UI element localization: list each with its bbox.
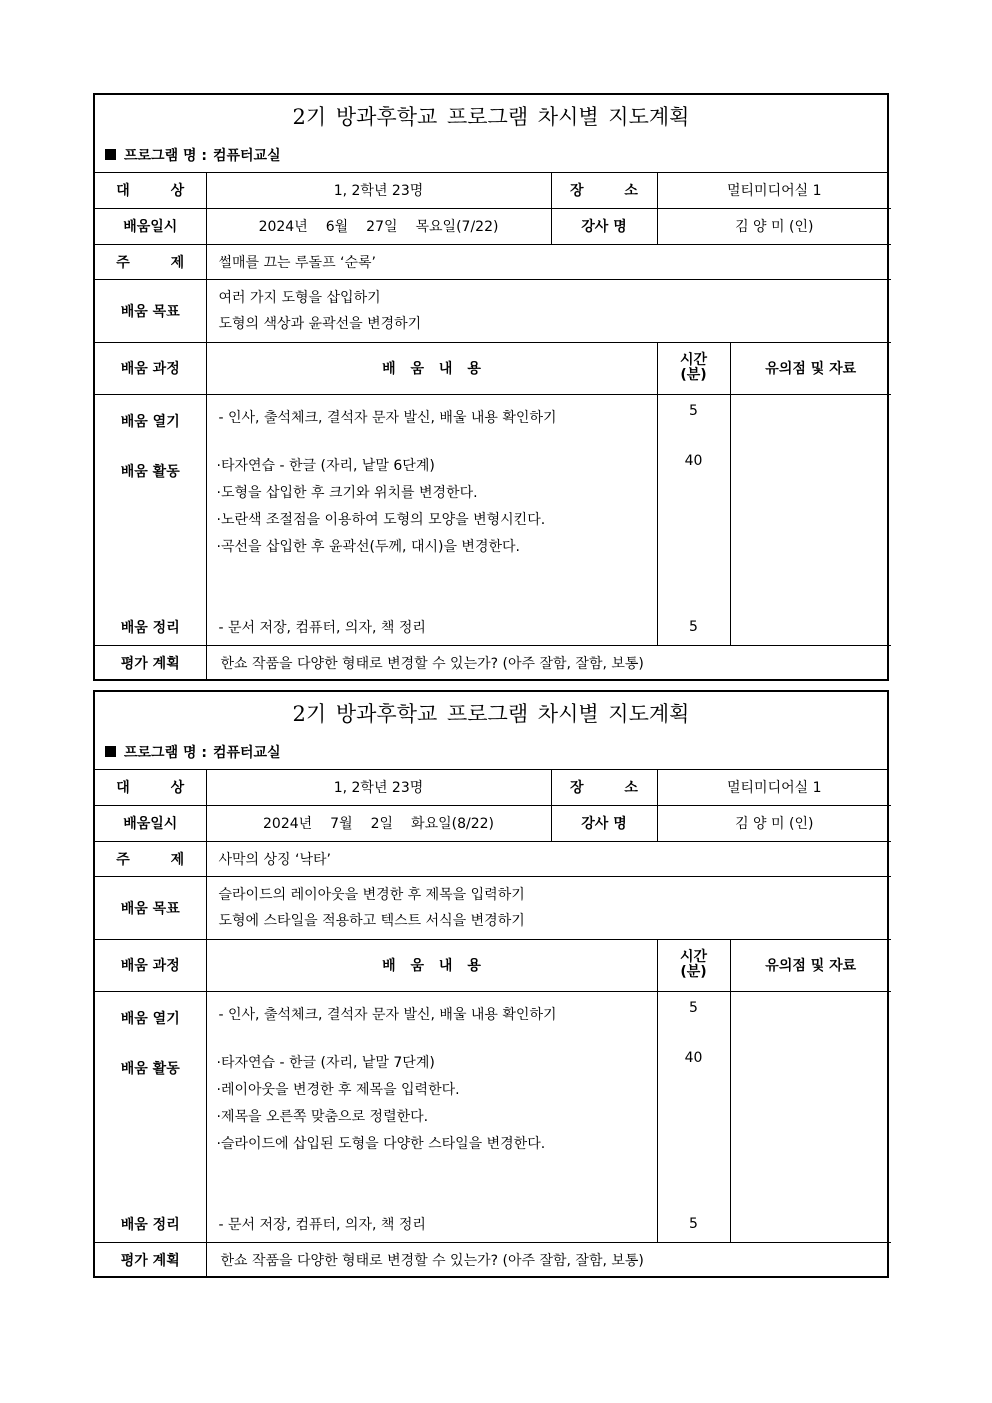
goal-item: 여러 가지 도형을 삽입하기 bbox=[218, 289, 381, 306]
notes-label: 유의점 및 자료 bbox=[730, 939, 891, 991]
plan-table bbox=[95, 173, 891, 681]
program-label: 프로그램 명 : bbox=[124, 147, 207, 164]
date-label: 배움일시 bbox=[95, 805, 206, 841]
phase-column bbox=[95, 394, 206, 645]
activity-item: ·슬라이드에 삽입된 도형을 다양한 스타일을 변경한다. bbox=[216, 1135, 546, 1152]
content-label: 배 움 내 용 bbox=[206, 342, 657, 394]
program-line bbox=[95, 137, 887, 173]
target-label: 대 상 bbox=[95, 173, 206, 208]
place-value: 멀티미디어실 1 bbox=[657, 770, 891, 805]
process-label: 배움 과정 bbox=[95, 342, 206, 394]
activity-item: ·타자연습 - 한글 (자리, 낱말 6단계) bbox=[216, 457, 435, 474]
square-bullet-icon bbox=[105, 149, 116, 160]
content-column bbox=[206, 991, 657, 1242]
activity-time: 40 bbox=[684, 452, 703, 469]
activity-item: ·레이아웃을 변경한 후 제목을 입력한다. bbox=[216, 1081, 460, 1098]
goal-item: 도형의 색상과 윤곽선을 변경하기 bbox=[218, 315, 422, 332]
activity-time: 40 bbox=[684, 1049, 703, 1066]
open-text: - 인사, 출석체크, 결석자 문자 발신, 배울 내용 확인하기 bbox=[218, 409, 557, 426]
target-value: 1, 2학년 23명 bbox=[206, 173, 551, 208]
plan-title: 2기 방과후학교 프로그램 차시별 지도계획 bbox=[292, 702, 690, 726]
lesson-plan-2 bbox=[93, 690, 889, 1278]
activity-list bbox=[207, 1050, 657, 1158]
plan-title: 2기 방과후학교 프로그램 차시별 지도계획 bbox=[292, 105, 690, 129]
target-value: 1, 2학년 23명 bbox=[206, 770, 551, 805]
date-year: 2024년 bbox=[258, 219, 308, 235]
square-bullet-icon bbox=[105, 746, 116, 757]
eval-text: 한쇼 작품을 다양한 형태로 변경할 수 있는가? (아주 잘함, 잘함, 보통) bbox=[206, 1242, 891, 1278]
content-label: 배 움 내 용 bbox=[206, 939, 657, 991]
activity-label: 배움 활동 bbox=[120, 463, 180, 480]
date-label: 배움일시 bbox=[95, 208, 206, 244]
eval-label: 평가 계획 bbox=[95, 645, 206, 681]
close-label: 배움 정리 bbox=[120, 619, 180, 636]
activity-item: ·제목을 오른쪽 맞춤으로 정렬한다. bbox=[216, 1108, 429, 1125]
time-unit-label: (분) bbox=[680, 367, 707, 383]
target-label: 대 상 bbox=[95, 770, 206, 805]
teacher-value: 김 양 미 (인) bbox=[657, 805, 891, 841]
eval-text: 한쇼 작품을 다양한 형태로 변경할 수 있는가? (아주 잘함, 잘함, 보통) bbox=[206, 645, 891, 681]
date-year: 2024년 bbox=[263, 816, 313, 832]
place-value: 멀티미디어실 1 bbox=[657, 173, 891, 208]
date-month: 7월 bbox=[330, 816, 353, 832]
date-month: 6월 bbox=[325, 219, 349, 235]
place-label: 장 소 bbox=[551, 770, 657, 805]
close-text: - 문서 저장, 컴퓨터, 의자, 책 정리 bbox=[218, 619, 426, 636]
teacher-value: 김 양 미 (인) bbox=[657, 208, 891, 244]
open-label: 배움 열기 bbox=[120, 1010, 180, 1027]
place-label: 장 소 bbox=[551, 173, 657, 208]
teacher-label: 강사 명 bbox=[551, 805, 657, 841]
activity-item: ·노란색 조절점을 이용하여 도형의 모양을 변형시킨다. bbox=[216, 511, 546, 528]
date-day: 2일 bbox=[370, 816, 394, 832]
time-label: 시간 bbox=[679, 949, 708, 965]
time-unit-label: (분) bbox=[680, 964, 707, 980]
topic-label: 주 제 bbox=[95, 244, 206, 279]
notes-column bbox=[730, 394, 891, 645]
time-header bbox=[657, 342, 730, 394]
topic-value: 사막의 상징 ‘낙타’ bbox=[206, 841, 891, 876]
date-day: 27일 bbox=[366, 219, 398, 235]
activity-item: ·타자연습 - 한글 (자리, 낱말 7단계) bbox=[216, 1054, 435, 1071]
goal-label: 배움 목표 bbox=[95, 279, 206, 342]
time-column bbox=[657, 991, 730, 1242]
topic-value: 썰매를 끄는 루돌프 ‘순록’ bbox=[206, 244, 891, 279]
program-name: 컴퓨터교실 bbox=[212, 147, 281, 164]
process-label: 배움 과정 bbox=[95, 939, 206, 991]
program-line bbox=[95, 734, 887, 770]
program-label: 프로그램 명 : bbox=[124, 744, 207, 761]
open-time: 5 bbox=[689, 999, 698, 1016]
date-weekday: 목요일(7/22) bbox=[415, 219, 499, 235]
open-text: - 인사, 출석체크, 결석자 문자 발신, 배울 내용 확인하기 bbox=[218, 1006, 557, 1023]
topic-label: 주 제 bbox=[95, 841, 206, 876]
notes-label: 유의점 및 자료 bbox=[730, 342, 891, 394]
goal-list bbox=[206, 279, 891, 342]
close-time: 5 bbox=[689, 1215, 698, 1232]
open-label: 배움 열기 bbox=[120, 413, 180, 430]
time-header bbox=[657, 939, 730, 991]
goal-list bbox=[206, 876, 891, 939]
goal-label: 배움 목표 bbox=[95, 876, 206, 939]
content-column bbox=[206, 394, 657, 645]
close-time: 5 bbox=[689, 618, 698, 635]
phase-column bbox=[95, 991, 206, 1242]
teacher-label: 강사 명 bbox=[551, 208, 657, 244]
time-label: 시간 bbox=[679, 352, 708, 368]
notes-column bbox=[730, 991, 891, 1242]
plan-table bbox=[95, 770, 891, 1278]
activity-item: ·도형을 삽입한 후 크기와 위치를 변경한다. bbox=[216, 484, 478, 501]
close-text: - 문서 저장, 컴퓨터, 의자, 책 정리 bbox=[218, 1216, 426, 1233]
date-value bbox=[206, 805, 551, 841]
activity-item: ·곡선을 삽입한 후 윤곽선(두께, 대시)을 변경한다. bbox=[216, 538, 520, 555]
open-time: 5 bbox=[689, 402, 698, 419]
date-value bbox=[206, 208, 551, 244]
date-weekday: 화요일(8/22) bbox=[411, 816, 494, 832]
close-label: 배움 정리 bbox=[120, 1216, 180, 1233]
goal-item: 도형에 스타일을 적용하고 텍스트 서식을 변경하기 bbox=[218, 912, 525, 929]
lesson-plan-1 bbox=[93, 93, 889, 681]
activity-label: 배움 활동 bbox=[120, 1060, 180, 1077]
eval-label: 평가 계획 bbox=[95, 1242, 206, 1278]
activity-list bbox=[207, 453, 657, 561]
time-column bbox=[657, 394, 730, 645]
goal-item: 슬라이드의 레이아웃을 변경한 후 제목을 입력하기 bbox=[218, 886, 525, 903]
program-name: 컴퓨터교실 bbox=[212, 744, 281, 761]
